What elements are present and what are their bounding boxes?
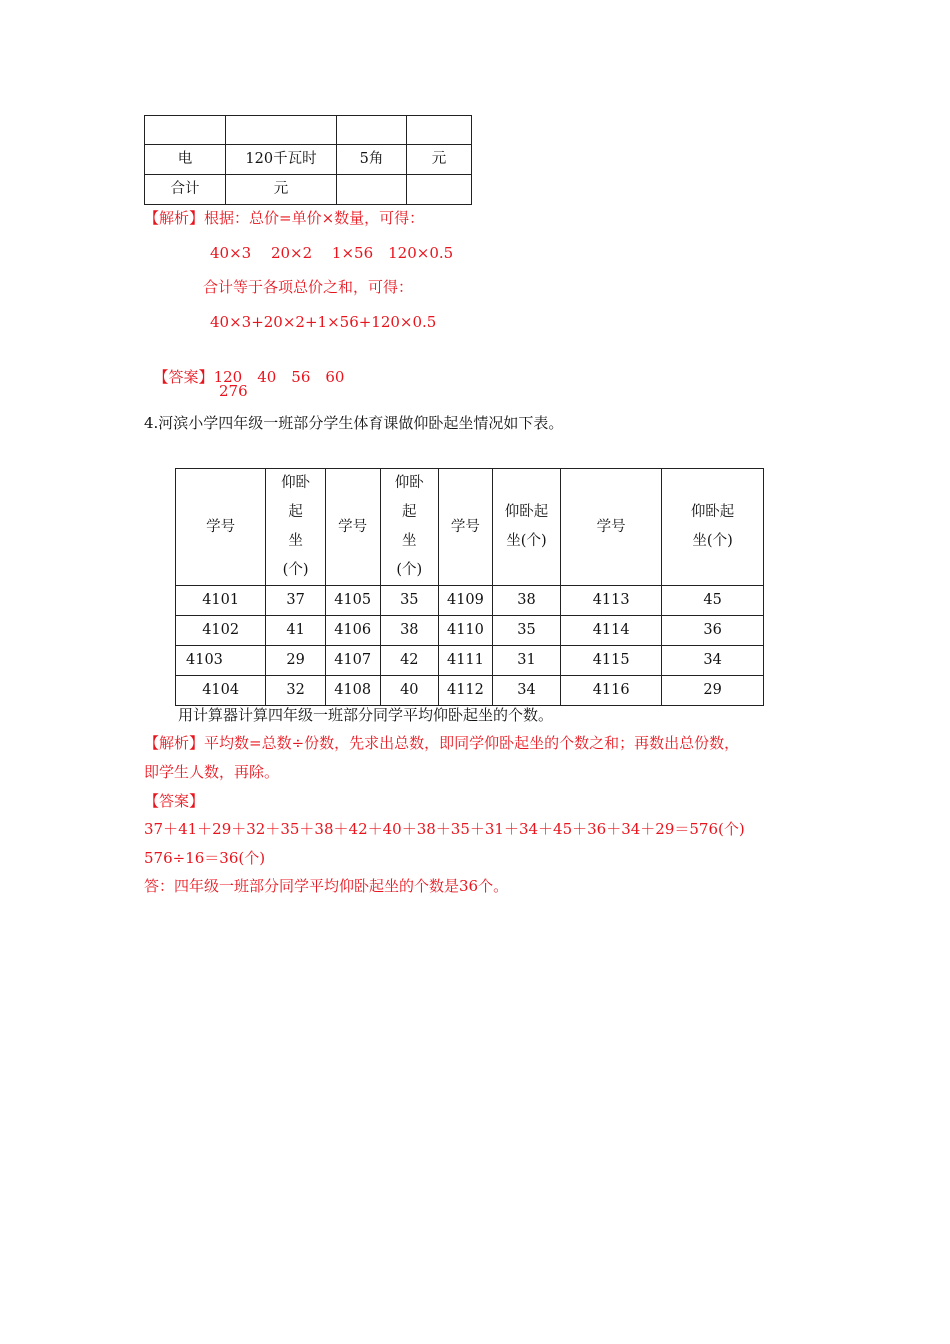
q3-line2: 合计等于各项总价之和，可得：: [203, 278, 414, 296]
question-4: 4.河滨小学四年级一班部分学生体育课做仰卧起坐情况如下表。: [144, 414, 564, 432]
table-cell: 4112: [439, 676, 493, 706]
table-cell: 4115: [561, 646, 662, 676]
table-cell: 120千瓦时: [226, 145, 337, 175]
header-line: 起: [288, 504, 303, 520]
table-cell: 4104: [176, 676, 266, 706]
table-cell: 36: [662, 616, 764, 646]
q4-analysis-line2: 即学生人数，再除。: [144, 763, 280, 781]
q4-answer-line1: 37＋41＋29＋32＋35＋38＋42＋40＋38＋35＋31＋34＋45＋36＋34＋29＝576(个): [144, 820, 745, 838]
table-cell: 5角: [337, 145, 407, 175]
table-cell: 38: [380, 616, 439, 646]
header-line: (个): [282, 562, 309, 578]
table-cell: 38: [492, 586, 560, 616]
table-cell: 35: [380, 586, 439, 616]
header-line: 起: [402, 504, 417, 520]
column-header: [492, 469, 560, 586]
table-cell: 37: [266, 586, 325, 616]
table-cell: 41: [266, 616, 325, 646]
table-row: [176, 646, 764, 676]
table-cell: 4106: [325, 616, 380, 646]
table-cell: 4113: [561, 586, 662, 616]
analysis-tag: 【解析】: [144, 209, 205, 227]
table-cell: 4105: [325, 586, 380, 616]
table-cell: [145, 116, 226, 145]
table-row: [176, 586, 764, 616]
table-cell: 32: [266, 676, 325, 706]
header-line: 坐(个): [506, 533, 547, 549]
q3-line3: 40×3+20×2+1×56+120×0.5: [210, 313, 437, 331]
header-line: 仰卧起: [690, 504, 735, 520]
q4-instruction: 用计算器计算四年级一班部分同学平均仰卧起坐的个数。: [178, 706, 554, 724]
header-line: (个): [396, 562, 423, 578]
table-cell: 4108: [325, 676, 380, 706]
header-line: 仰卧: [281, 475, 311, 491]
table-cell: [407, 116, 472, 145]
column-header: 学号: [561, 469, 662, 586]
table-cell: 合计: [145, 175, 226, 205]
table-row: [145, 116, 472, 145]
table-cell: 4116: [561, 676, 662, 706]
table-cell: 4114: [561, 616, 662, 646]
situp-table: [175, 468, 764, 706]
table-cell: 29: [266, 646, 325, 676]
table-cell: [407, 175, 472, 205]
header-line: 仰卧: [394, 475, 424, 491]
table-cell: 4107: [325, 646, 380, 676]
table-cell: 4110: [439, 616, 493, 646]
table-cell: 34: [492, 676, 560, 706]
column-header: 学号: [439, 469, 493, 586]
table-cell: [337, 116, 407, 145]
table-cell: 40: [380, 676, 439, 706]
table-cell: 元: [226, 175, 337, 205]
table-cell: 45: [662, 586, 764, 616]
table-cell: 29: [662, 676, 764, 706]
table-cell: 元: [407, 145, 472, 175]
table-cell: 34: [662, 646, 764, 676]
table-cell: [226, 116, 337, 145]
column-header: 学号: [176, 469, 266, 586]
answer-text: 120 40 56 60: [213, 368, 345, 386]
table-row: [145, 175, 472, 205]
q4-analysis: [144, 733, 739, 753]
header-line: 坐(个): [692, 533, 733, 549]
q3-line1: 40×3 20×2 1×56 120×0.5: [210, 244, 454, 262]
analysis-text: 根据：总价=单价×数量，可得：: [204, 209, 425, 227]
column-header: 学号: [325, 469, 380, 586]
table-cell: 4102: [176, 616, 266, 646]
header-line: 坐: [288, 533, 303, 549]
table-row: [145, 145, 472, 175]
table-cell: 4111: [439, 646, 493, 676]
analysis-tag: 【解析】: [144, 734, 205, 752]
table-cell: 4109: [439, 586, 493, 616]
table-cell: 42: [380, 646, 439, 676]
table-cell: 4101: [176, 586, 266, 616]
q3-analysis: [144, 208, 424, 228]
analysis-text: 平均数=总数÷份数，先求出总数，即同学仰卧起坐的个数之和；再数出总份数，: [204, 734, 740, 752]
header-line: 坐: [402, 533, 417, 549]
table-cell: [337, 175, 407, 205]
answer-tag: 【答案】: [153, 368, 214, 386]
q4-answer-line3: 答：四年级一班部分同学平均仰卧起坐的个数是36个。: [144, 877, 509, 895]
q4-answer-line2: 576÷16＝36(个): [144, 849, 266, 867]
price-table: [144, 115, 472, 205]
table-row: [176, 616, 764, 646]
table-cell: 31: [492, 646, 560, 676]
table-cell: 35: [492, 616, 560, 646]
header-line: 仰卧起: [504, 504, 549, 520]
table-cell: 4103: [176, 646, 266, 676]
q3-answer-line2: 276: [219, 382, 248, 400]
table-cell: 电: [145, 145, 226, 175]
column-header: [380, 469, 439, 586]
column-header: [662, 469, 764, 586]
column-header: [266, 469, 325, 586]
table-row: [176, 676, 764, 706]
q4-answer-tag: 【答案】: [144, 792, 205, 810]
table-header-row: [176, 469, 764, 586]
